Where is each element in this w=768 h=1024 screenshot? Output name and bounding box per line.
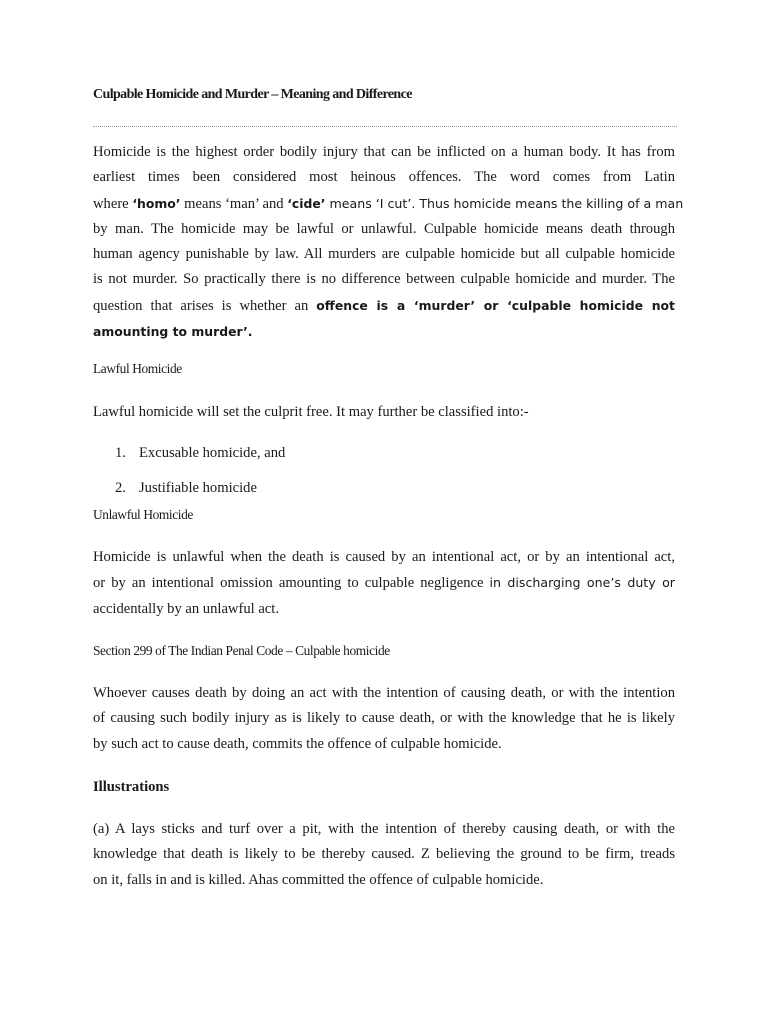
- intro-line-5: human agency punishable by law. All murders are culpable homicide but all culpable homicide: [93, 246, 675, 263]
- illustrations-heading: Illustrations: [93, 779, 170, 795]
- illustration-line-3: on it, falls in and is killed. Ahas committed the offence of culpable homicide.: [93, 871, 544, 888]
- title-divider: [93, 126, 677, 127]
- unlawful-line-1: Homicide is unlawful when the death is caused by an intentional act, or by an intentional act,: [93, 549, 675, 565]
- unlawful-line-3: accidentally by an unlawful act.: [93, 600, 279, 617]
- unlawful-paragraph: [93, 545, 675, 622]
- key-question-end: amounting to murder’.: [93, 324, 253, 340]
- unlawful-homicide-heading: Unlawful Homicide: [93, 507, 193, 522]
- intro-line-7: [93, 293, 675, 319]
- section-line-3: by such act to cause death, commits the offence of culpable homicide.: [93, 735, 502, 752]
- section-line-2: of causing such bodily injury as is likely to cause death, or with the knowledge that he is likely: [93, 710, 675, 727]
- unlawful-line-2b: in discharging one’s duty or: [489, 575, 675, 591]
- term-cide: ‘cide’: [287, 195, 326, 211]
- section-299-heading: Section 299 of The Indian Penal Code – Culpable homicide: [93, 643, 390, 658]
- section-299-paragraph: [93, 681, 675, 757]
- intro-where: where: [93, 195, 133, 212]
- intro-line-2: earliest times been considered most heinous offences. The word comes from Latin: [93, 169, 675, 186]
- unlawful-line-2a: or by an intentional omission amounting to culpable negligence: [93, 575, 490, 592]
- intro-line-1: Homicide is the highest order bodily injury that can be inflicted on a human body. It has from: [93, 144, 675, 160]
- list-text: Excusable homicide, and: [139, 445, 286, 461]
- list-text: Justifiable homicide: [139, 480, 257, 496]
- intro-paragraph: [93, 140, 684, 345]
- document-title: Culpable Homicide and Murder – Meaning and Difference: [93, 87, 412, 102]
- intro-line-4: by man. The homicide may be lawful or unlawful. Culpable homicide means death through: [93, 220, 675, 237]
- intro-line-6: is not murder. So practically there is no difference between culpable homicide and murder. The: [93, 271, 675, 288]
- intro-means-cut: means ‘I cut’. Thus homicide means the killing of a man: [325, 195, 684, 211]
- section-line-1: Whoever causes death by doing an act with the intention of causing death, or with the intention: [93, 685, 675, 701]
- term-homo: ‘homo’: [132, 195, 181, 211]
- intro-line-8: [93, 319, 675, 345]
- lawful-text: Lawful homicide will set the culprit free. It may further be classified into:-: [93, 404, 529, 420]
- lawful-homicide-heading: Lawful Homicide: [93, 361, 182, 376]
- illustration-line-1: (a) A lays sticks and turf over a pit, with the intention of thereby causing death, or with the: [93, 821, 675, 837]
- illustration-a-paragraph: [93, 817, 675, 893]
- list-item: [115, 480, 257, 497]
- intro-line-3: [93, 191, 684, 217]
- list-number: 2.: [115, 480, 126, 496]
- intro-means-man: means ‘man’ and: [180, 195, 288, 212]
- list-item: [115, 445, 285, 462]
- key-question-bold: offence is a ‘murder’ or ‘culpable homicide not: [316, 297, 675, 313]
- illustration-line-2: knowledge that death is likely to be thereby caused. Z believing the ground to be firm, treads: [93, 846, 675, 863]
- intro-question: question that arises is whether an: [93, 297, 317, 314]
- lawful-paragraph: [93, 400, 675, 425]
- list-number: 1.: [115, 445, 126, 461]
- unlawful-line-2: [93, 570, 675, 596]
